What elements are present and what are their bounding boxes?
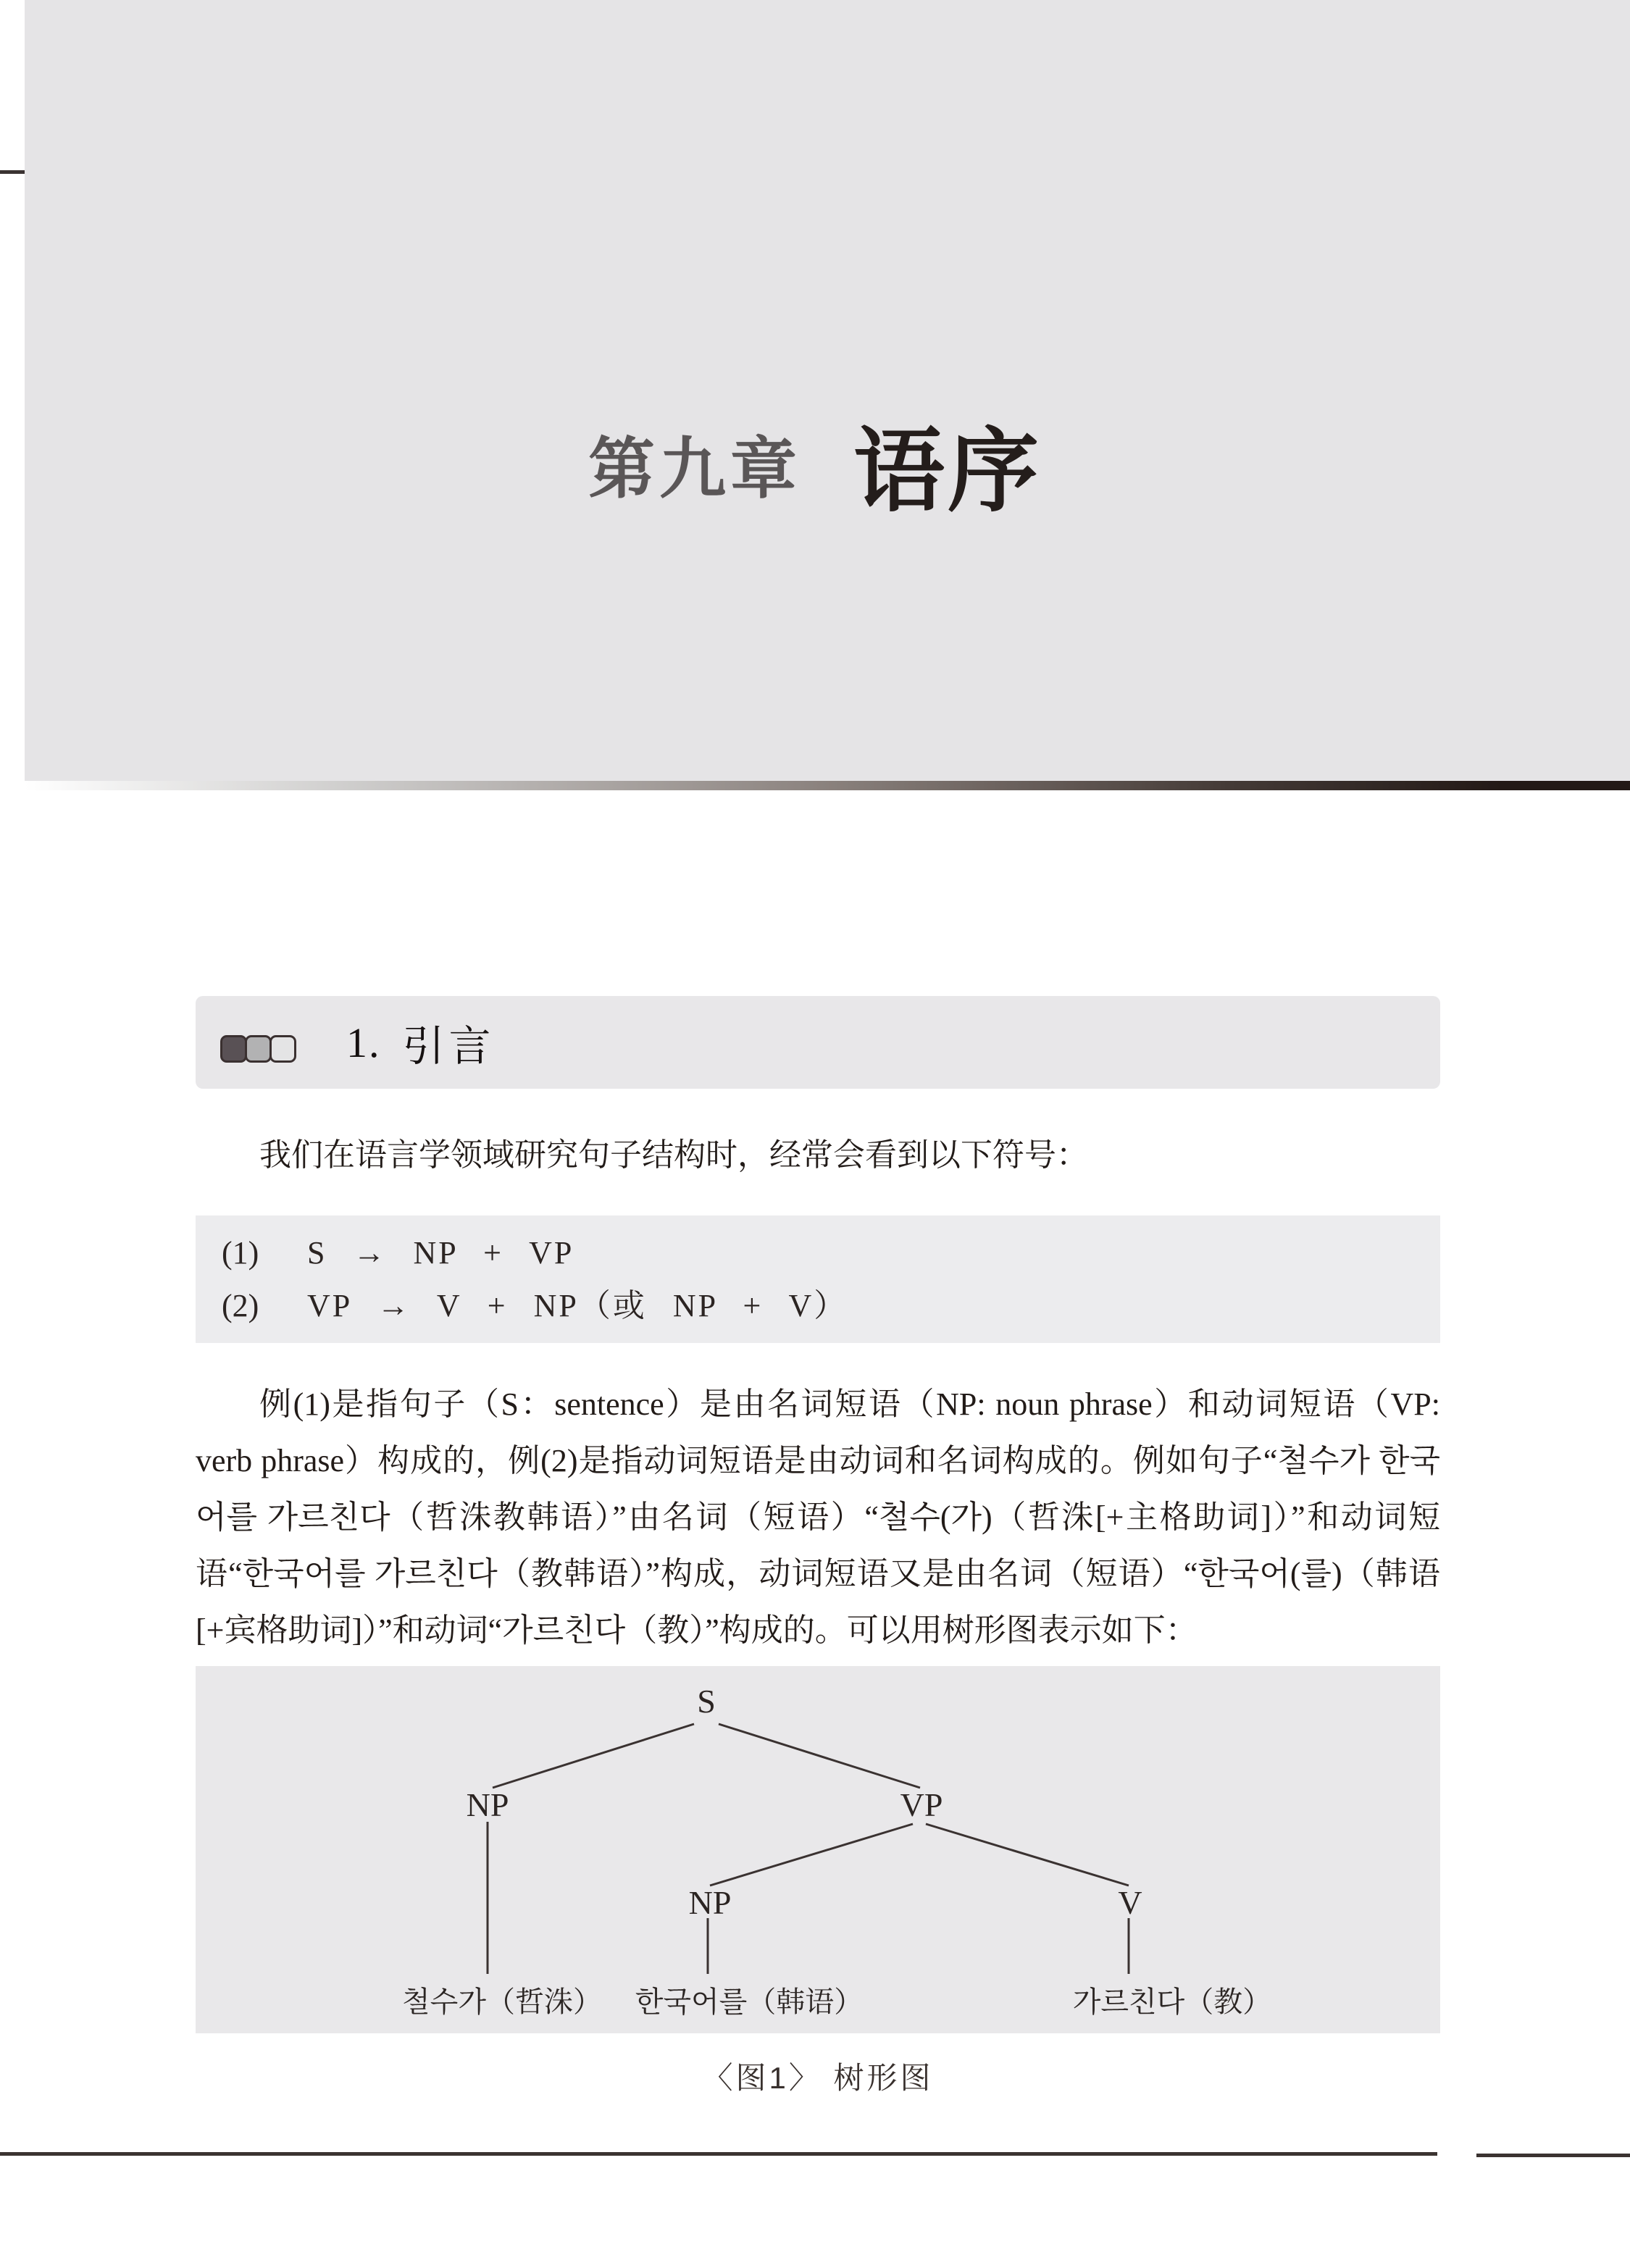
section-header bbox=[196, 996, 1440, 1089]
chapter-header-band bbox=[25, 0, 1630, 781]
rule-row-2 bbox=[222, 1279, 1440, 1324]
marker-square-dark-icon bbox=[220, 1035, 247, 1063]
tree-leaf-verb: 가르친다（教） bbox=[1072, 1986, 1272, 2018]
rule-formula: VP → V + NP（或 NP + V） bbox=[307, 1288, 848, 1323]
tree-node-np-subject: NP bbox=[466, 1786, 509, 1823]
intro-paragraph: 我们在语言学领域研究句子结构时，经常会看到以下符号： bbox=[259, 1137, 1088, 1173]
marker-square-mid-icon bbox=[245, 1035, 272, 1063]
tree-node-v: V bbox=[1118, 1884, 1142, 1921]
chapter-title: 语序 bbox=[853, 419, 1042, 522]
tree-diagram-figure bbox=[196, 1666, 1440, 2033]
tree-leaf-subject: 철수가（哲洙） bbox=[402, 1986, 602, 2018]
header-gradient-rule bbox=[25, 781, 1630, 790]
section-number: 1. bbox=[346, 1018, 381, 1066]
margin-tick-line bbox=[0, 170, 25, 174]
example-rules-box bbox=[196, 1215, 1440, 1343]
chapter-heading bbox=[0, 409, 1630, 522]
tree-node-np-object: NP bbox=[688, 1884, 732, 1921]
tree-node-vp: VP bbox=[900, 1786, 943, 1823]
tree-leaf-object: 한국어를（韩语） bbox=[635, 1986, 864, 2018]
tree-node-s: S bbox=[697, 1683, 716, 1720]
bottom-rule-left bbox=[0, 2152, 1437, 2156]
rule-formula: S → NP + VP bbox=[307, 1235, 574, 1271]
marker-square-light-icon bbox=[269, 1035, 296, 1063]
tree-edge-lines bbox=[488, 1724, 1129, 1974]
section-title: 引言 bbox=[402, 1023, 496, 1070]
body-paragraph: 例(1)是指句子（S：sentence）是由名词短语（NP: noun phrase）和动词短语（VP: verb phrase）构成的，例(2)是指动词短语是由动词和名词构成的。例如句子“철수가 한국어를 가르친다（哲洙教韩语）”由名词（短语）“철수(가)（哲洙[+主格助词]）”和动词短语“한국어를 가르친다（教韩语）”构成，动词短语又是由名词（短语）“한국어(를)（韩语[+宾格助词]）”和动词“가르친다（教）”构成的。可以用树形图表示如下： bbox=[196, 1386, 1440, 1648]
rule-number: (1) bbox=[222, 1235, 259, 1271]
rule-number: (2) bbox=[222, 1288, 259, 1323]
section-marker-icon bbox=[220, 1035, 294, 1063]
bottom-rule-right bbox=[1476, 2154, 1630, 2157]
tree-edges-svg bbox=[196, 1666, 1440, 2033]
figure-caption: 〈图1〉 树形图 bbox=[702, 2061, 934, 2095]
chapter-number: 第九章 bbox=[588, 432, 801, 506]
section-heading bbox=[346, 996, 496, 1089]
rule-row-1 bbox=[222, 1234, 1440, 1279]
